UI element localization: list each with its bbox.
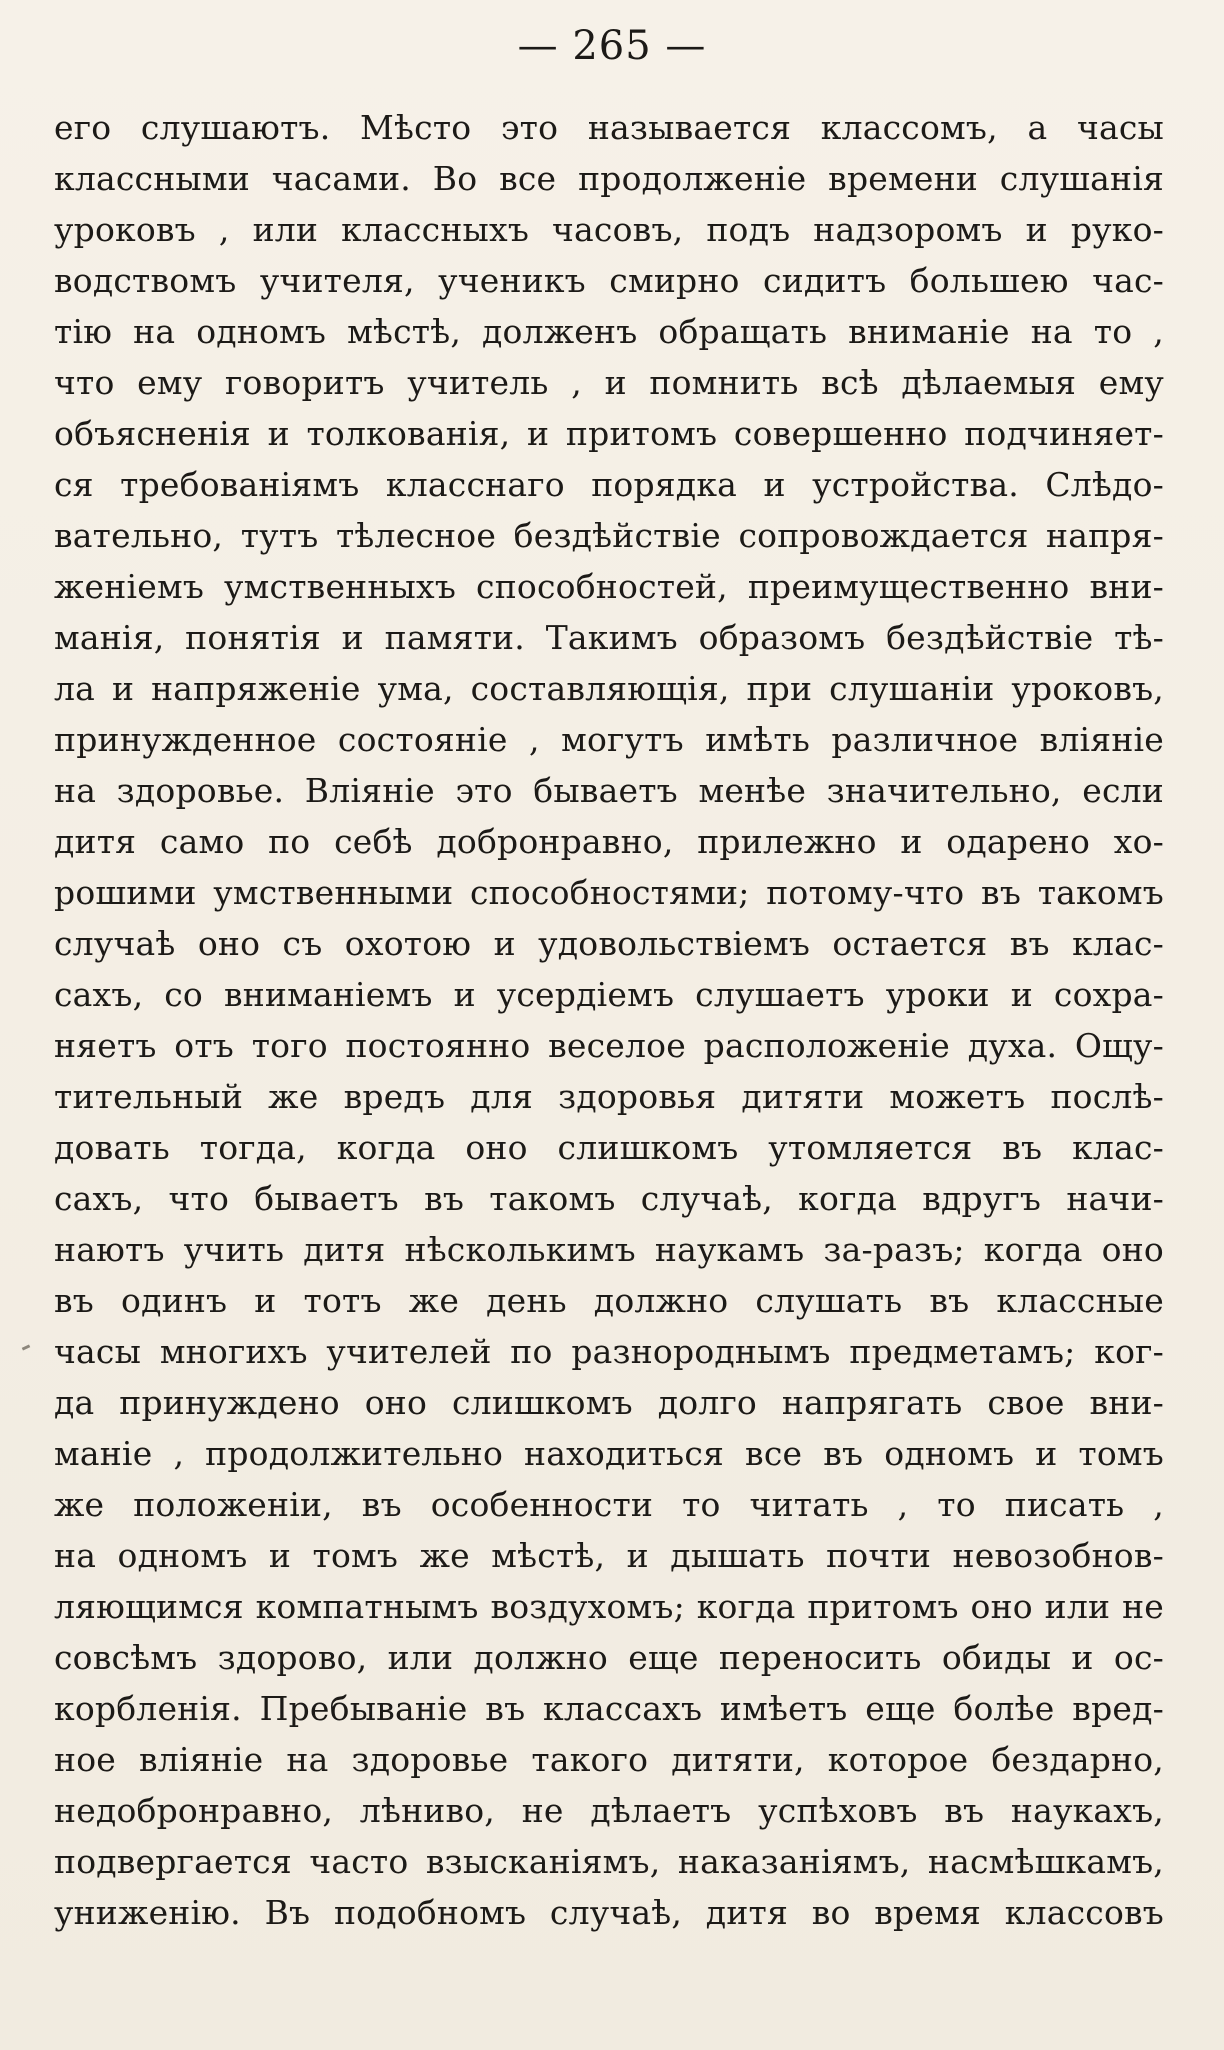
text-line: его слушаютъ. Мѣсто это называется классомъ, а часы <box>54 108 1164 147</box>
text-line: что ему говоритъ учитель , и помнить всѣ дѣлаемыя ему <box>54 363 1164 402</box>
text-line: на здоровье. Вліяніе это бываетъ менѣе значительно, если <box>54 771 1164 810</box>
text-line: ное вліяніе на здоровье такого дитяти, которое бездарно, <box>54 1740 1164 1779</box>
text-line: тительный же вредъ для здоровья дитяти можетъ послѣ- <box>54 1077 1164 1116</box>
text-line: недобронравно, лѣниво, не дѣлаетъ успѣховъ въ наукахъ, <box>54 1791 1164 1830</box>
text-line: часы многихъ учителей по разнороднымъ предметамъ; ког- <box>54 1332 1164 1371</box>
text-line: няетъ отъ того постоянно веселое расположеніе духа. Ощу- <box>54 1026 1164 1065</box>
text-line: корбленія. Пребываніе въ классахъ имѣетъ еще болѣе вред- <box>54 1689 1164 1728</box>
text-line: ла и напряженіе ума, составляющія, при слушаніи уроковъ, <box>54 669 1164 708</box>
text-line: сахъ, что бываетъ въ такомъ случаѣ, когда вдругъ начи- <box>54 1179 1164 1218</box>
text-line: на одномъ и томъ же мѣстѣ, и дышать почти невозобнов- <box>54 1536 1164 1575</box>
text-line: да принуждено оно слишкомъ долго напрягать свое вни- <box>54 1383 1164 1422</box>
text-line: случаѣ оно съ охотою и удовольствіемъ остается въ клас- <box>54 924 1164 963</box>
text-line: женіемъ умственныхъ способностей, преимущественно вни- <box>54 567 1164 606</box>
text-line: классными часами. Во все продолженіе времени слушанія <box>54 159 1164 198</box>
text-line: въ одинъ и тотъ же день должно слушать въ классные <box>54 1281 1164 1320</box>
text-line: ляющимся компатнымъ воздухомъ; когда притомъ оно или не <box>54 1587 1164 1626</box>
text-line: тію на одномъ мѣстѣ, долженъ обращать вниманіе на то , <box>54 312 1164 351</box>
text-line: принужденное состояніе , могутъ имѣть различное вліяніе <box>54 720 1164 759</box>
body-text <box>54 102 1164 1938</box>
margin-mark <box>22 1344 31 1350</box>
text-line: совсѣмъ здорово, или должно еще переносить обиды и ос- <box>54 1638 1164 1677</box>
text-line: подвергается часто взысканіямъ, наказаніямъ, насмѣшкамъ, <box>54 1842 1164 1881</box>
text-line: рошими умственными способностями; потому-что въ такомъ <box>54 873 1164 912</box>
page-number: — 265 — <box>517 23 707 69</box>
text-line: же положеніи, въ особенности то читать , то писать , <box>54 1485 1164 1524</box>
text-line: дитя само по себѣ добронравно, прилежно и одарено хо- <box>54 822 1164 861</box>
text-line: вательно, тутъ тѣлесное бездѣйствіе сопровождается напря- <box>54 516 1164 555</box>
text-line: униженію. Въ подобномъ случаѣ, дитя во время классовъ <box>54 1893 1164 1932</box>
text-line: водствомъ учителя, ученикъ смирно сидитъ большею час- <box>54 261 1164 300</box>
text-line: довать тогда, когда оно слишкомъ утомляется въ клас- <box>54 1128 1164 1167</box>
text-line: наютъ учить дитя нѣсколькимъ наукамъ за-разъ; когда оно <box>54 1230 1164 1269</box>
text-line: ся требованіямъ класснаго порядка и устройства. Слѣдо- <box>54 465 1164 504</box>
text-line: уроковъ , или классныхъ часовъ, подъ надзоромъ и руко- <box>54 210 1164 249</box>
text-line: маніе , продолжительно находиться все въ одномъ и томъ <box>54 1434 1164 1473</box>
text-line: сахъ, со вниманіемъ и усердіемъ слушаетъ уроки и сохра- <box>54 975 1164 1014</box>
text-line: манія, понятія и памяти. Такимъ образомъ бездѣйствіе тѣ- <box>54 618 1164 657</box>
text-line: объясненія и толкованія, и притомъ совершенно подчиняет- <box>54 414 1164 453</box>
